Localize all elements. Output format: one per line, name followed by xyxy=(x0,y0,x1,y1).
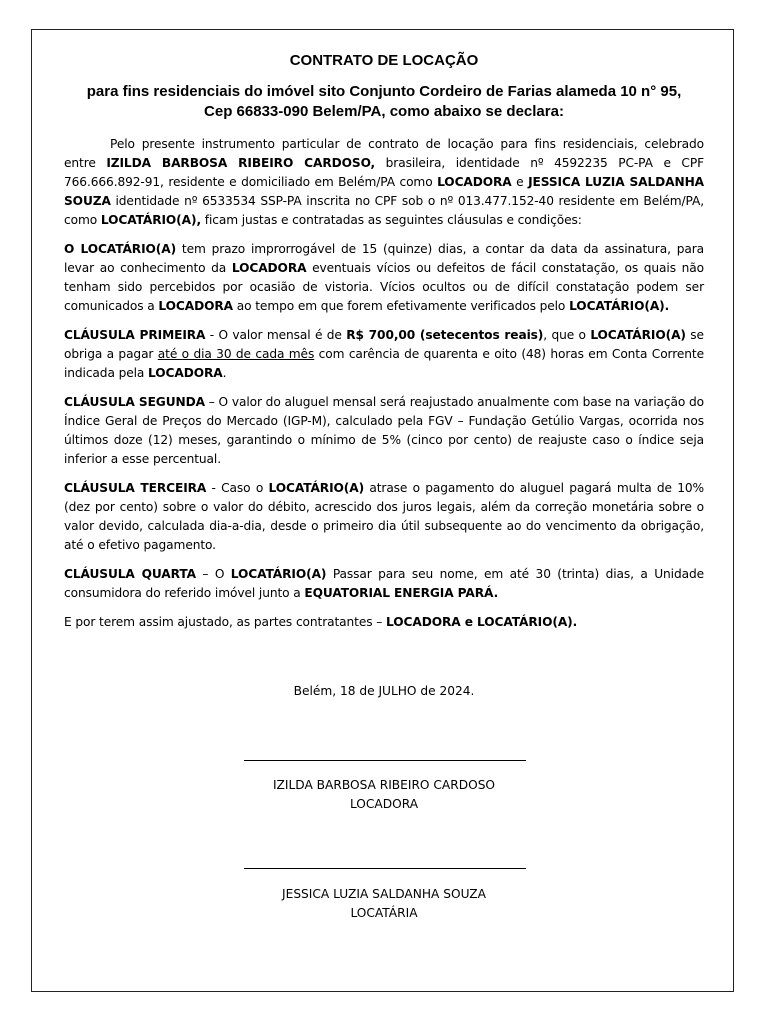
locataria-name: JESSICA LUZIA SALDANHA SOUZA xyxy=(64,175,705,208)
due-date-underlined: até o dia 30 de cada mês xyxy=(157,347,315,361)
clause-heading: CLÁUSULA QUARTA xyxy=(64,567,196,581)
subtitle-line-1: para fins residenciais do imóvel sito Conjunto Cordeiro de Farias alameda 10 n° 95, xyxy=(86,83,682,100)
clausula-terceira: CLÁUSULA TERCEIRA - Caso o LOCATÁRIO(A) atrase o pagamento do aluguel pagará multa de 10% (dez por cento) sobre o valor do débito, acrescido dos juros legais, além da correção monetária sobre o valor devido, calculada dia-a-dia, desde o primeiro dia útil subsequente ao do vencimento da obrigação, até o efetivo pagamento. xyxy=(64,481,704,552)
document-title: CONTRATO DE LOCAÇÃO xyxy=(289,52,479,69)
clause-heading: CLÁUSULA TERCEIRA xyxy=(64,481,207,495)
clausula-segunda: CLÁUSULA SEGUNDA – O valor do aluguel mensal será reajustado anualmente com base na variação do Índice Geral de Preços do Mercado (IGP-M), calculado pela FGV – Fundação Getúlio Vargas, ocorrida nos últimos doze (12) meses, garantindo o mínimo de 5% (cinco por cento) de reajuste caso o índice seja inferior a esse percentual. xyxy=(64,395,704,466)
date-line: Belém, 18 de JULHO de 2024. xyxy=(293,684,475,698)
signer-role-locadora: LOCADORA xyxy=(349,797,419,811)
contract-body xyxy=(64,52,704,632)
closing-paragraph: E por terem assim ajustado, as partes contratantes – LOCADORA e LOCATÁRIO(A). xyxy=(64,615,578,629)
clause-heading: CLÁUSULA PRIMEIRA xyxy=(64,328,206,342)
clausula-primeira: CLÁUSULA PRIMEIRA - O valor mensal é de R$ 700,00 (setecentos reais), que o LOCATÁRIO(A) se obriga a pagar até o dia 30 de cada mês com carência de quarenta e oito (48) horas em Conta Corrente indicada pela LOCADORA. xyxy=(64,328,704,380)
subtitle-line-2: Cep 66833-090 Belem/PA, como abaixo se declara: xyxy=(204,103,564,120)
signature-line-locadora xyxy=(244,760,526,761)
signer-name-locataria: JESSICA LUZIA SALDANHA SOUZA xyxy=(282,887,486,901)
document-subtitle xyxy=(64,82,704,122)
signer-name-locadora: IZILDA BARBOSA RIBEIRO CARDOSO xyxy=(272,778,496,792)
signature-line-locataria xyxy=(244,868,526,869)
vistoria-paragraph: O LOCATÁRIO(A) tem prazo improrrogável de 15 (quinze) dias, a contar da data da assinatura, para levar ao conhecimento da LOCADORA eventuais vícios ou defeitos de fácil constatação, os quais não tenham sido percebidos por ocasião de vistoria. Vícios ocultos ou de difícil constatação podem ser comunicados a LOCADORA ao tempo em que forem efetivamente verificados pelo LOCATÁRIO(A). xyxy=(64,242,704,313)
locadora-name: IZILDA BARBOSA RIBEIRO CARDOSO, xyxy=(106,156,376,170)
signer-role-locataria: LOCATÁRIA xyxy=(350,906,418,920)
clause-heading: CLÁUSULA SEGUNDA xyxy=(64,395,205,409)
clausula-quarta: CLÁUSULA QUARTA – O LOCATÁRIO(A) Passar para seu nome, em até 30 (trinta) dias, a Unidade consumidora do referido imóvel junto a EQUATORIAL ENERGIA PARÁ. xyxy=(64,567,705,600)
energy-company: EQUATORIAL ENERGIA PARÁ. xyxy=(304,586,499,600)
intro-paragraph: Pelo presente instrumento particular de contrato de locação para fins residenciais, celebrado entre IZILDA BARBOSA RIBEIRO CARDOSO, brasileira, identidade nº 4592235 PC-PA e CPF 766.666.892-91, residente e domiciliado em Belém/PA como LOCADORA e JESSICA LUZIA SALDANHA SOUZA identidade nº 6533534 SSP-PA inscrita no CPF sob o nº 013.477.152-40 residente em Belém/PA, como LOCATÁRIO(A), ficam justas e contratadas as seguintes cláusulas e condições: xyxy=(64,137,705,227)
rent-value: R$ 700,00 (setecentos reais) xyxy=(346,328,544,342)
